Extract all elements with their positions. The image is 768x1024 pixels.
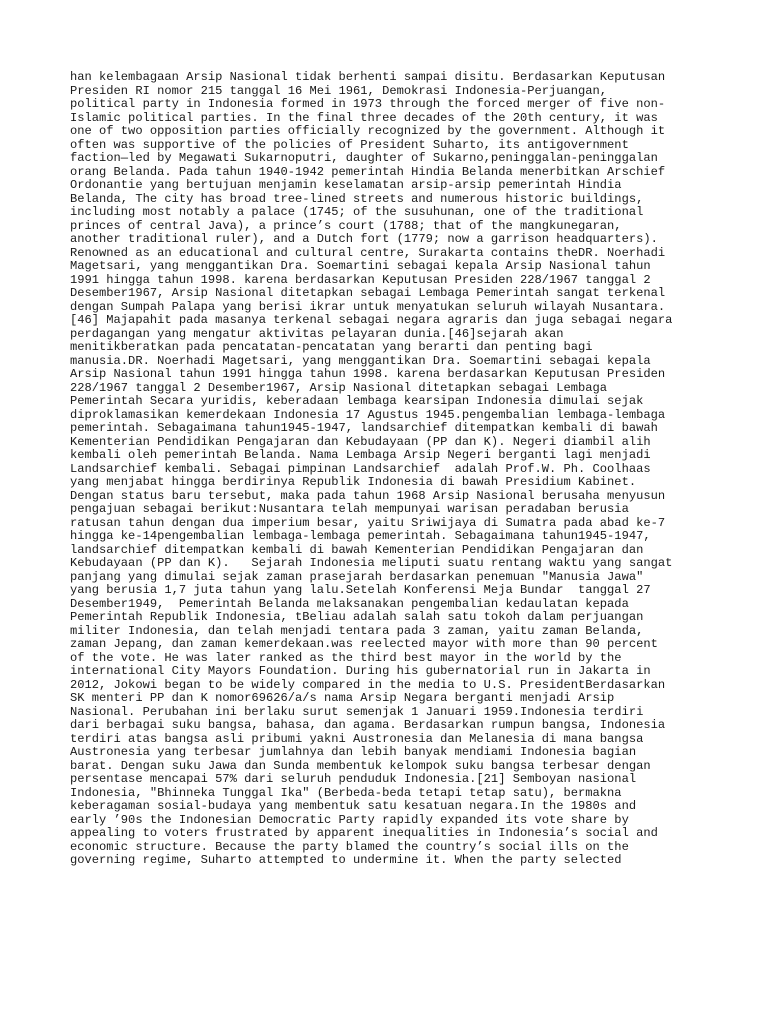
text-line: kembali oleh pemerintah Belanda. Nama Lembaga Arsip Negeri berganti lagi menjadi [70,448,651,462]
text-line: international City Mayors Foundation. During his gubernatorial run in Jakarta in [70,664,651,678]
text-line: Landsarchief kembali. Sebagai pimpinan Landsarchief adalah Prof.W. Ph. Coolhaas [70,461,651,476]
text-line: SK menteri PP dan K nomor69626/a/s nama Arsip Negara berganti menjadi Arsip [70,691,615,705]
text-line: pemerintah. Sebagaimana tahun1945-1947, landsarchief ditempatkan kembali di bawah [70,421,658,435]
text-line: 1991 hingga tahun 1998. karena berdasarkan Keputusan Presiden 228/1967 tanggal 2 [70,272,651,287]
text-line: Austronesia yang terbesar jumlahnya dan lebih banyak mendiami Indonesia bagian [70,745,637,759]
text-line: keberagaman sosial-budaya yang membentuk satu kesatuan negara.In the 1980s and [70,799,637,813]
text-line: menitikberatkan pada pencatatan-pencatatan yang berarti dan penting bagi [70,340,593,354]
text-line: often was supportive of the policies of President Suharto, its antigovernment [70,137,629,152]
text-line: including most notably a palace (1745; of the susuhunan, one of the traditional [70,205,644,219]
text-line: yang berusia 1,7 juta tahun yang lalu.Setelah Konferensi Meja Bundar tanggal 27 [70,583,651,597]
text-line: militer Indonesia, dan telah menjadi tentara pada 3 zaman, yaitu zaman Belanda, [70,623,644,638]
text-line: perdagangan yang mengatur aktivitas pelayaran dunia.[46]sejarah akan [70,326,564,341]
text-line: Pemerintah Republik Indonesia, tBeliau adalah salah satu tokoh dalam perjuangan [70,610,644,624]
text-line: Indonesia, "Bhinneka Tunggal Ika" (Berbeda-beda tetapi tetap satu), bermakna [70,785,622,800]
text-line: pengajuan sebagai berikut:Nusantara telah mempunyai warisan peradaban berusia [70,502,629,516]
text-line: Kementerian Pendidikan Pengajaran dan Kebudayaan (PP dan K). Negeri diambil alih [70,434,651,449]
text-line: Magetsari, yang menggantikan Dra. Soemartini sebagai kepala Arsip Nasional tahun [70,259,651,273]
text-line: 228/1967 tanggal 2 Desember1967, Arsip Nasional ditetapkan sebagai Lembaga [70,380,608,395]
text-line: manusia.DR. Noerhadi Magetsari, yang menggantikan Dra. Soemartini sebagai kepala [70,353,651,368]
text-line: diproklamasikan kemerdekaan Indonesia 17 Agustus 1945.pengembalian lembaga-lembaga [70,407,666,422]
text-line: Ordonantie yang bertujuan menjamin keselamatan arsip-arsip pemerintah Hindia [70,178,622,192]
text-line: Renowned as an educational and cultural centre, Surakarta contains theDR. Noerhadi [70,245,666,260]
text-line: one of two opposition parties officially recognized by the government. Although it [70,124,666,138]
text-line: Dengan status baru tersebut, maka pada tahun 1968 Arsip Nasional berusaha menyusun [70,488,666,503]
text-line: Desember1949, Pemerintah Belanda melaksanakan pengembalian kedaulatan kepada [70,596,629,611]
text-line: yang menjabat hingga berdirinya Republik Indonesia di bawah Presidium Kabinet. [70,475,637,489]
document-page [70,71,710,868]
text-line: governing regime, Suharto attempted to undermine it. When the party selected [70,853,622,867]
text-line: appealing to voters frustrated by apparent inequalities in Indonesia’s social and [70,826,658,840]
text-line: han kelembagaan Arsip Nasional tidak berhenti sampai disitu. Berdasarkan Keputusan [70,70,666,84]
text-line: orang Belanda. Pada tahun 1940-1942 pemerintah Hindia Belanda menerbitkan Arschief [70,164,666,179]
text-line: another traditional ruler), and a Dutch fort (1779; now a garrison headquarters). [70,232,658,246]
text-line: [46] Majapahit pada masanya terkenal sebagai negara agraris dan juga sebagai negara [70,313,673,327]
text-line: Belanda, The city has broad tree-lined streets and numerous historic buildings, [70,191,644,206]
text-line: panjang yang dimulai sejak zaman prasejarah berdasarkan penemuan "Manusia Jawa" [70,569,644,584]
text-line: persentase mencapai 57% dari seluruh penduduk Indonesia.[21] Semboyan nasional [70,772,637,786]
text-line: 2012, Jokowi began to be widely compared in the media to U.S. PresidentBerdasarkan [70,677,666,692]
text-line: Pemerintah Secara yuridis, keberadaan lembaga kearsipan Indonesia dimulai sejak [70,394,644,408]
text-line: dengan Sumpah Palapa yang berisi ikrar untuk menyatukan seluruh wilayah Nusantara. [70,299,666,314]
text-line: economic structure. Because the party blamed the country’s social ills on the [70,839,629,854]
text-line: Nasional. Perubahan ini berlaku surut semenjak 1 Januari 1959.Indonesia terdiri [70,704,644,719]
text-line: barat. Dengan suku Jawa dan Sunda membentuk kelompok suku bangsa terbesar dengan [70,758,651,773]
text-line: Presiden RI nomor 215 tanggal 16 Mei 1961, Demokrasi Indonesia-Perjuangan, [70,83,608,98]
text-line: zaman Jepang, dan zaman kemerdekaan.was reelected mayor with more than 90 percent [70,637,658,651]
text-line: faction—led by Megawati Sukarnoputri, daughter of Sukarno,peninggalan-peninggalan [70,151,658,165]
text-line: political party in Indonesia formed in 1973 through the forced merger of five non- [70,97,666,111]
text-line: princes of central Java), a prince’s court (1788; that of the mangkunegaran, [70,218,622,233]
text-line: ratusan tahun dengan dua imperium besar, yaitu Sriwijaya di Sumatra pada abad ke-7 [70,515,666,530]
text-line: dari berbagai suku bangsa, bahasa, dan agama. Berdasarkan rumpun bangsa, Indonesia [70,718,666,732]
text-line: Kebudayaan (PP dan K). Sejarah Indonesia meliputi suatu rentang waktu yang sangat [70,556,673,570]
text-line: of the vote. He was later ranked as the third best mayor in the world by the [70,650,622,665]
text-line: landsarchief ditempatkan kembali di bawah Kementerian Pendidikan Pengajaran dan [70,542,644,557]
text-line: Arsip Nasional tahun 1991 hingga tahun 1998. karena berdasarkan Keputusan Presiden [70,367,666,381]
text-line: terdiri atas bangsa asli pribumi yakni Austronesia dan Melanesia di mana bangsa [70,731,644,746]
text-line: hingga ke-14pengembalian lembaga-lembaga pemerintah. Sebagaimana tahun1945-1947, [70,529,651,543]
text-line: Islamic political parties. In the final three decades of the 20th century, it was [70,110,658,125]
text-line: early ’90s the Indonesian Democratic Party rapidly expanded its vote share by [70,812,629,827]
text-line: Desember1967, Arsip Nasional ditetapkan sebagai Lembaga Pemerintah sangat terkenal [70,286,666,300]
